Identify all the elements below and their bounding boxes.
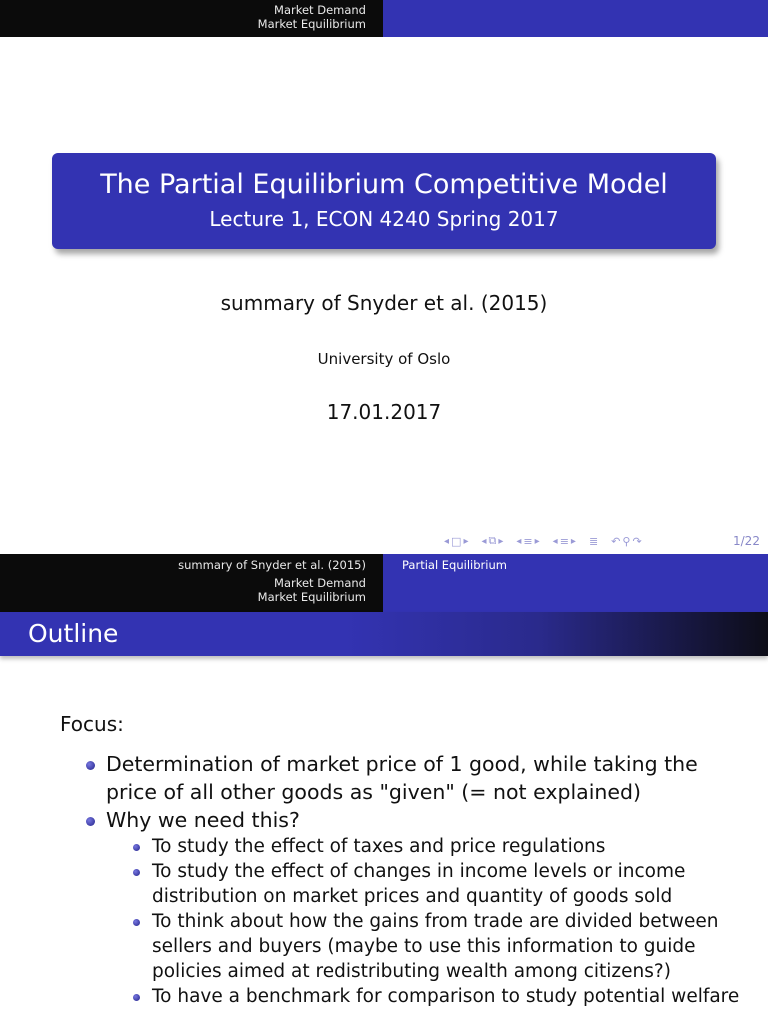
list-item bbox=[60, 806, 750, 1009]
nav-appendix-group bbox=[589, 535, 598, 548]
bullet-icon bbox=[133, 869, 140, 876]
list-item bbox=[60, 909, 750, 984]
nav-next-subsection-icon[interactable]: ▸ bbox=[498, 535, 504, 547]
date: 17.01.2017 bbox=[326, 400, 442, 424]
nav-prev-frame-icon[interactable]: ◂ bbox=[444, 535, 450, 547]
section-link-market-equilibrium[interactable]: Market Equilibrium bbox=[257, 590, 366, 604]
bullet-text: Determination of market price of 1 good, while taking the price of all other goods as "given" (= not explained) bbox=[106, 752, 698, 804]
slide2-headline-right bbox=[383, 554, 768, 612]
bullet-icon bbox=[86, 761, 95, 770]
section-link-market-demand[interactable]: Market Demand bbox=[274, 576, 366, 590]
nav-next-frame-icon[interactable]: ▸ bbox=[463, 535, 469, 547]
nav-subsection-group bbox=[481, 534, 503, 548]
navigation-bar bbox=[444, 534, 652, 548]
title-block bbox=[52, 153, 716, 249]
bullet-icon bbox=[133, 844, 140, 851]
nav-forward-icon[interactable]: ↷ bbox=[632, 534, 642, 548]
nav-next-section-icon[interactable]: ▸ bbox=[534, 535, 540, 547]
nav-next-document-icon[interactable]: ▸ bbox=[570, 535, 576, 547]
institute: University of Oslo bbox=[317, 350, 451, 368]
list-item bbox=[60, 984, 750, 1009]
nav-section-icon[interactable]: ≡ bbox=[523, 534, 533, 548]
nav-document-icon[interactable]: ≡ bbox=[559, 534, 569, 548]
nav-section-group bbox=[516, 535, 539, 548]
sub-bullet-list bbox=[106, 834, 750, 1009]
nav-subsection-icon[interactable]: ⧉ bbox=[488, 534, 497, 547]
section-link-market-demand[interactable]: Market Demand bbox=[274, 3, 366, 17]
section-link-market-equilibrium[interactable]: Market Equilibrium bbox=[257, 17, 366, 31]
sub-bullet-text: To study the effect of taxes and price regulations bbox=[152, 836, 606, 857]
list-item bbox=[60, 750, 750, 806]
slide1-headline-right bbox=[383, 0, 768, 37]
slide1-headline-sections bbox=[0, 0, 383, 37]
short-author: summary of Snyder et al. (2015) bbox=[178, 558, 366, 572]
author: summary of Snyder et al. (2015) bbox=[220, 291, 548, 315]
nav-frame-group bbox=[444, 535, 468, 548]
slide2-headline bbox=[0, 554, 768, 612]
nav-prev-document-icon[interactable]: ◂ bbox=[552, 535, 558, 547]
nav-document-group bbox=[553, 535, 576, 548]
slide-title: The Partial Equilibrium Competitive Model bbox=[100, 169, 668, 200]
sub-bullet-text: To study the effect of changes in income levels or income distribution on market prices and quantity of goods sold bbox=[152, 861, 686, 907]
sub-bullet-text: To have a benchmark for comparison to study potential welfare bbox=[152, 986, 740, 1007]
sub-bullet-text: To think about how the gains from trade are divided between sellers and buyers (maybe to use this information to guide policies aimed at redistributing wealth among citizens?) bbox=[152, 911, 719, 982]
nav-frame-icon[interactable]: □ bbox=[451, 534, 462, 548]
frame-title: Outline bbox=[0, 612, 768, 656]
nav-search-group bbox=[611, 535, 642, 548]
bullet-list bbox=[60, 750, 750, 1009]
nav-search-icon[interactable]: ⚲ bbox=[622, 534, 631, 548]
list-item bbox=[60, 859, 750, 909]
focus-label: Focus: bbox=[60, 712, 124, 736]
bullet-icon bbox=[86, 817, 95, 826]
nav-prev-section-icon[interactable]: ◂ bbox=[516, 535, 522, 547]
list-item bbox=[60, 834, 750, 859]
bullet-icon bbox=[133, 994, 140, 1001]
page-number: 1/22 bbox=[733, 534, 760, 548]
short-title: Partial Equilibrium bbox=[402, 558, 507, 572]
nav-prev-subsection-icon[interactable]: ◂ bbox=[481, 535, 487, 547]
slide-subtitle: Lecture 1, ECON 4240 Spring 2017 bbox=[209, 207, 559, 231]
slide2-headline-left bbox=[0, 554, 383, 612]
bullet-text: Why we need this? bbox=[106, 808, 300, 832]
nav-back-icon[interactable]: ↶ bbox=[611, 534, 621, 548]
nav-appendix-icon[interactable]: ≣ bbox=[588, 534, 599, 548]
slide1-headline bbox=[0, 0, 768, 37]
bullet-icon bbox=[133, 919, 140, 926]
slide2-body bbox=[60, 712, 750, 1009]
